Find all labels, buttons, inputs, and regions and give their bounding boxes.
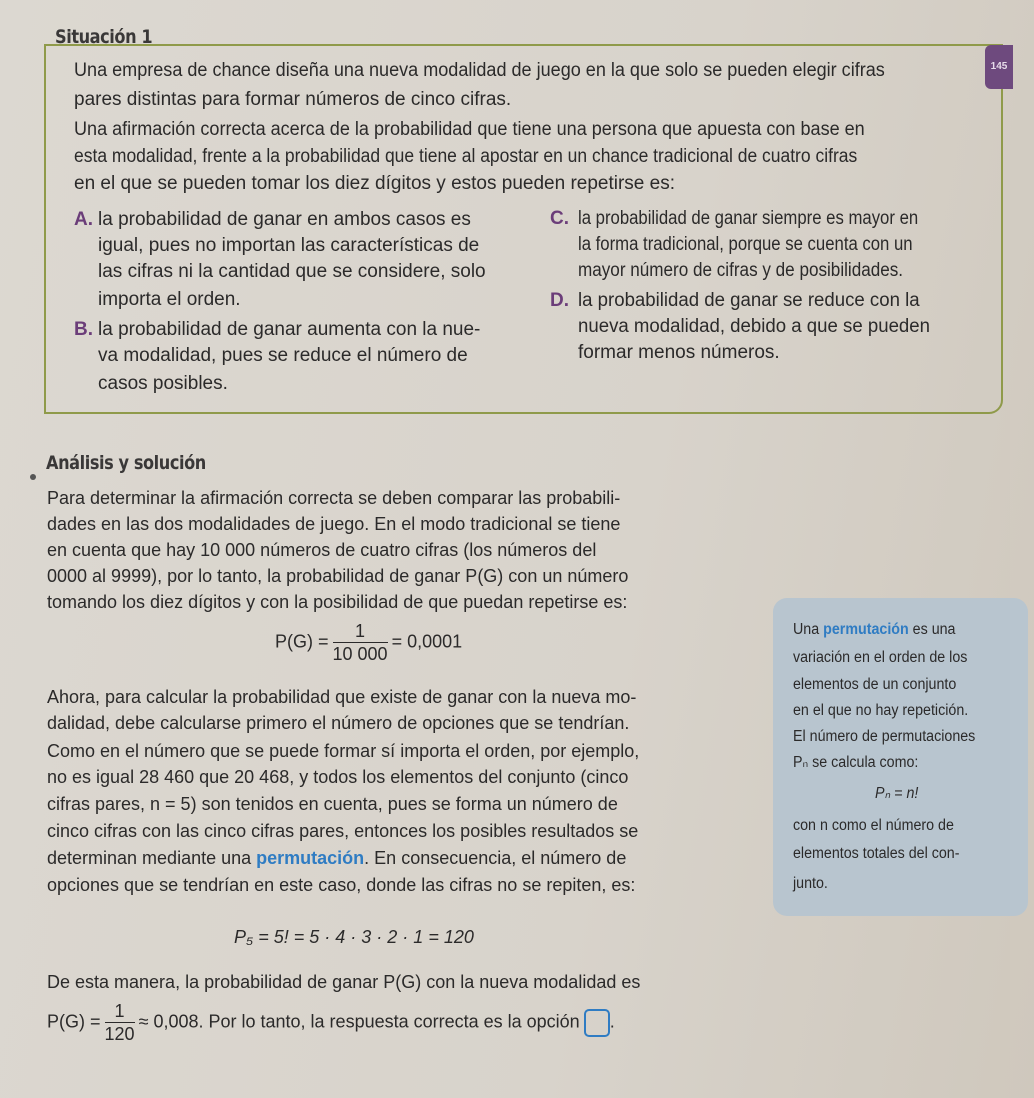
option-label: A. [74, 209, 93, 230]
option-text: mayor número de cifras y de posibilidades. [578, 260, 904, 281]
answer-box [584, 1009, 610, 1037]
sidebar-line [793, 620, 955, 640]
sidebar-formula: Pₙ = n! [875, 785, 919, 802]
option-text: importa el orden. [98, 289, 241, 310]
equation-1 [275, 620, 462, 665]
denominator: 120 [104, 1024, 135, 1044]
problem-line: Una afirmación correcta acerca de la probabilidad que tiene una persona que apuesta con base en [74, 119, 865, 140]
numerator: 1 [333, 620, 388, 643]
analysis-line [47, 845, 626, 872]
option-text: la probabilidad de ganar se reduce con la [578, 290, 920, 311]
equation-2: P₅ = 5! = 5 · 4 · 3 · 2 · 1 = 120 [234, 927, 474, 947]
sidebar-line: junto. [793, 875, 828, 892]
analysis-line: en cuenta que hay 10 000 números de cuatro cifras (los números del [47, 540, 597, 560]
eq-rhs: = 0,0001 [391, 631, 463, 652]
analysis-line: Ahora, para calcular la probabilidad que existe de ganar con la nueva mo- [47, 687, 637, 707]
permutation-sidebar [773, 598, 1028, 916]
option-label: B. [74, 319, 93, 340]
text: es una [908, 621, 956, 638]
analysis-line: cifras pares, n = 5) son tenidos en cuenta, pues se forma un número de [47, 794, 618, 814]
equation-3: P(G) = $\frac{1}{120}$ ≈ 0,008. Por lo tanto, la respuesta correcta es la opción . [47, 1001, 615, 1044]
numerator: 1 [105, 1000, 135, 1023]
option-text: nueva modalidad, debido a que se pueden [578, 316, 931, 337]
analysis-line: De esta manera, la probabilidad de ganar P(G) con la nueva modalidad es [47, 972, 641, 992]
analysis-line: opciones que se tendrían en este caso, donde las cifras no se repiten, es: [47, 875, 636, 895]
fraction [333, 620, 388, 665]
option-text: casos posibles. [98, 373, 228, 394]
option-text: formar menos números. [578, 342, 780, 363]
problem-line: esta modalidad, frente a la probabilidad que tiene al apostar en un chance tradicional de cuatro cifras [74, 146, 858, 167]
option-label: D. [550, 290, 569, 311]
option-text: igual, pues no importan las características de [98, 235, 480, 256]
option-text: las cifras ni la cantidad que se considere, solo [98, 261, 486, 282]
fraction [105, 1000, 135, 1045]
analysis-line: 0000 al 9999), por lo tanto, la probabilidad de ganar P(G) con un número [47, 566, 629, 586]
sidebar-line: elementos de un conjunto [793, 676, 957, 693]
sidebar-line: en el que no hay repetición. [793, 702, 969, 719]
text: determinan mediante una [47, 848, 257, 868]
option-text: la probabilidad de ganar siempre es mayor en [578, 208, 919, 229]
eq-lhs: P(G) = [275, 631, 329, 652]
analysis-line: Como en el número que se puede formar sí importa el orden, por ejemplo, [47, 741, 640, 761]
problem-line: pares distintas para formar números de cinco cifras. [74, 89, 512, 110]
sidebar-line: variación en el orden de los [793, 649, 968, 666]
analysis-line: cinco cifras con las cinco cifras pares, entonces los posibles resultados se [47, 821, 639, 841]
sidebar-line: Pₙ se calcula como: [793, 754, 919, 771]
sidebar-line: elementos totales del con- [793, 845, 960, 862]
term-permutacion: permutación [256, 848, 365, 868]
eq-rhs: ≈ 0,008. Por lo tanto, la respuesta correcta es la opción [138, 1011, 580, 1032]
analysis-line: Para determinar la afirmación correcta se deben comparar las probabili- [47, 488, 621, 508]
analysis-line: no es igual 28 460 que 20 468, y todos los elementos del conjunto (cinco [47, 767, 629, 787]
term-permutacion: permutación [823, 621, 909, 638]
bullet-icon [30, 474, 36, 480]
option-text: la probabilidad de ganar aumenta con la nue- [98, 319, 481, 340]
text: Una [793, 621, 824, 638]
option-text: la probabilidad de ganar en ambos casos es [98, 209, 471, 230]
analysis-line: tomando los diez dígitos y con la posibilidad de que puedan repetirse es: [47, 592, 628, 612]
option-label: C. [550, 208, 569, 229]
analysis-line: dalidad, debe calcularse primero el número de opciones que se tendrían. [47, 713, 630, 733]
problem-line: en el que se pueden tomar los diez dígitos y estos pueden repetirse es: [74, 173, 675, 194]
option-text: va modalidad, pues se reduce el número de [98, 345, 468, 366]
analysis-heading: Análisis y solución [46, 452, 206, 474]
section-heading: Situación 1 [55, 26, 153, 48]
analysis-line: dades en las dos modalidades de juego. En el modo tradicional se tiene [47, 514, 621, 534]
problem-line: Una empresa de chance diseña una nueva modalidad de juego en la que solo se pueden elegir cifras [74, 60, 885, 81]
option-text: la forma tradicional, porque se cuenta con un [578, 234, 913, 255]
eq-lhs: P(G) = [47, 1011, 101, 1032]
denominator: 10 000 [332, 644, 388, 664]
sidebar-line: con n como el número de [793, 817, 954, 834]
page-tab: 145 [985, 45, 1013, 89]
text: . En consecuencia, el número de [364, 848, 627, 868]
sidebar-line: El número de permutaciones [793, 728, 976, 745]
